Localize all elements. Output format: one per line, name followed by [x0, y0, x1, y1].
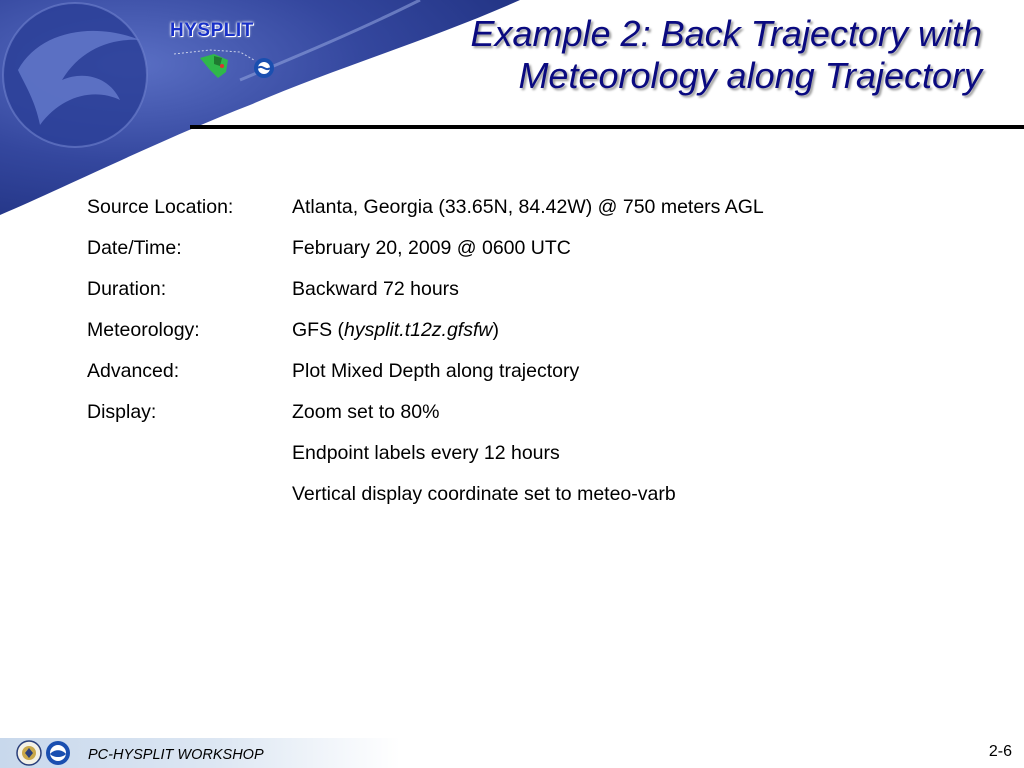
title-divider	[190, 125, 1024, 129]
met-filename: hysplit.t12z.gfsfw	[344, 319, 493, 341]
param-value: February 20, 2009 @ 0600 UTC	[292, 237, 571, 259]
param-label: Advanced:	[87, 360, 180, 382]
param-value: Zoom set to 80%	[292, 401, 440, 423]
param-label: Date/Time:	[87, 237, 182, 259]
param-value: Endpoint labels every 12 hours	[292, 442, 560, 464]
param-label: Meteorology:	[87, 319, 200, 341]
param-value	[292, 319, 499, 342]
param-value-prefix: GFS (	[292, 319, 344, 341]
slide-title-line-1: Example 2: Back Trajectory with	[470, 13, 982, 54]
slide-title	[362, 13, 982, 97]
slide-title-line-2: Meteorology along Trajectory	[518, 55, 982, 96]
param-value: Plot Mixed Depth along trajectory	[292, 360, 580, 382]
param-label: Display:	[87, 401, 157, 423]
doc-seal-icon	[16, 740, 42, 766]
param-label: Source Location:	[87, 196, 234, 218]
hysplit-map-logo-icon	[170, 44, 280, 86]
noaa-bird-emblem-icon	[3, 3, 147, 147]
param-value: Backward 72 hours	[292, 278, 459, 300]
slide-number: 2-6	[988, 743, 1012, 760]
param-label: Duration:	[87, 278, 167, 300]
footer-workshop-title: PC-HYSPLIT WORKSHOP	[88, 747, 264, 763]
hysplit-logo-text: HYSPLIT	[170, 20, 254, 41]
param-value: Atlanta, Georgia (33.65N, 84.42W) @ 750 meters AGL	[292, 196, 764, 218]
noaa-seal-icon	[45, 740, 71, 766]
param-value: Vertical display coordinate set to meteo-varb	[292, 483, 676, 505]
param-value-suffix: )	[492, 319, 499, 341]
